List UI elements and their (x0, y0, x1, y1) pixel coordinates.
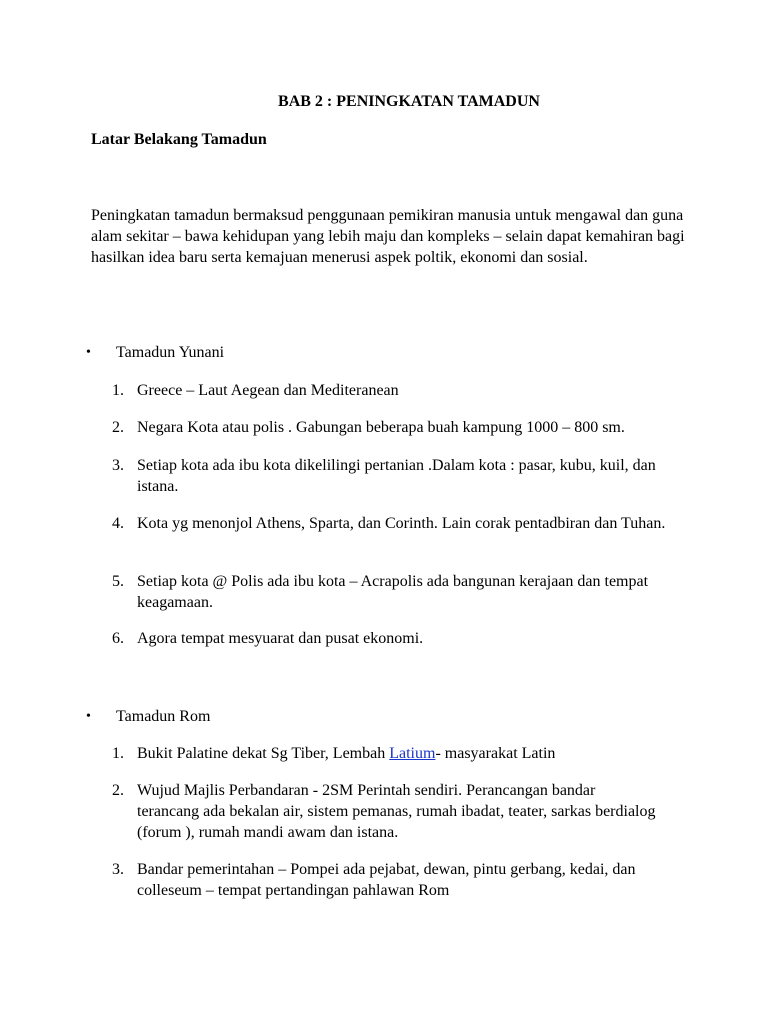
list-item-number: 6. (112, 630, 124, 647)
list-item-text (137, 743, 692, 764)
list-item-number: 1. (112, 382, 124, 399)
list-item-number: 2. (112, 782, 124, 799)
list-item-text: Agora tempat mesyuarat dan pusat ekonomi. (137, 630, 424, 647)
intro-paragraph: Peningkatan tamadun bermaksud penggunaan pemikiran manusia untuk mengawal dan guna alam sekitar – bawa kehidupan yang lebih maju dan kompleks – selain dapat kemahiran bagi hasilkan idea baru serta kemajuan menerusi aspek poltik, ekonomi dan sosial. (91, 207, 685, 266)
list-item-text: Setiap kota @ Polis ada ibu kota – Acrapolis ada bangunan kerajaan dan tempat keagamaan. (137, 573, 649, 611)
list-item-number: 4. (112, 515, 124, 532)
list-item-number: 5. (112, 573, 124, 590)
bullet-icon: • (86, 709, 91, 724)
list-item-text-after: - masyarakat Latin (435, 745, 556, 762)
section-subtitle: Latar Belakang Tamadun (91, 131, 267, 148)
bullet-icon: • (86, 345, 91, 360)
list-item-text: Kota yg menonjol Athens, Sparta, dan Corinth. Lain corak pentadbiran dan Tuhan. (137, 515, 666, 532)
list-item-text-before: Bukit Palatine dekat Sg Tiber, Lembah (137, 745, 390, 762)
bullet-heading-text: Tamadun Rom (116, 708, 211, 725)
list-item-text: Greece – Laut Aegean dan Mediteranean (137, 382, 399, 399)
list-item-text: Negara Kota atau polis . Gabungan beberapa buah kampung 1000 – 800 sm. (137, 419, 625, 436)
list-item-number: 1. (112, 745, 124, 762)
list-item-number: 3. (112, 861, 124, 878)
list-item-number: 2. (112, 419, 124, 436)
list-item-text: Bandar pemerintahan – Pompei ada pejabat, dewan, pintu gerbang, kedai, dan colleseum – tempat pertandingan pahlawan Rom (137, 861, 636, 899)
list-item-text: Setiap kota ada ibu kota dikelilingi pertanian .Dalam kota : pasar, kubu, kuil, dan istana. (137, 457, 656, 495)
latium-link[interactable]: Latium (389, 745, 436, 762)
bullet-heading-text: Tamadun Yunani (116, 344, 225, 361)
list-item-number: 3. (112, 457, 124, 474)
page-title: BAB 2 : PENINGKATAN TAMADUN (278, 93, 540, 110)
list-item-text: Wujud Majlis Perbandaran - 2SM Perintah sendiri. Perancangan bandar terancang ada bekalan air, sistem pemanas, rumah ibadat, teater, sarkas berdialog (forum ), rumah mandi awam dan istana. (137, 782, 656, 841)
